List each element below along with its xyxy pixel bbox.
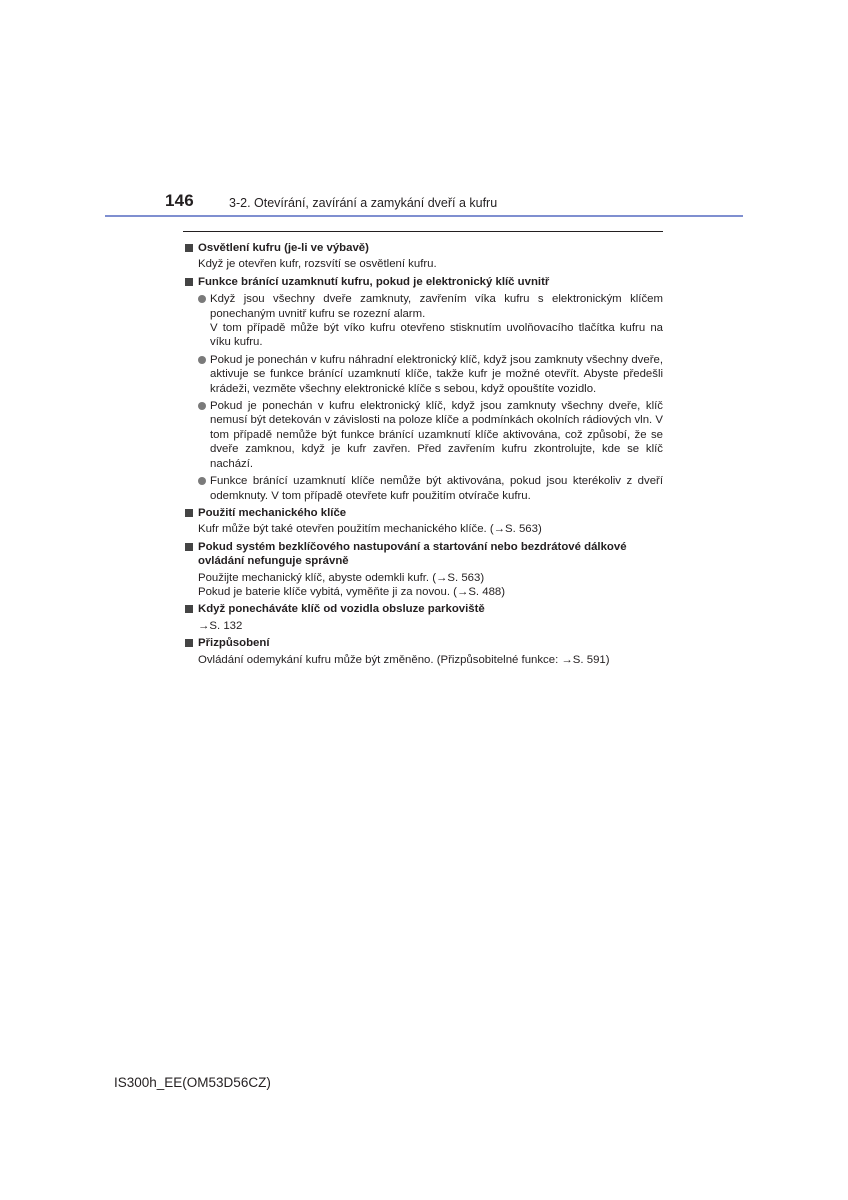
content	[185, 238, 663, 667]
heading-text: Přizpůsobení	[198, 637, 270, 650]
bullet-text: Pokud je ponechán v kufru elektronický klíč, když jsou zamknuty všechny dveře, klíč nemusí být detekován v závislosti na poloze klíče a podmínkách okolních rádiových vln. V tom případě nemůže být funkce bránící uzamknutí klíče aktivována, což způsobí, že se dveře zamknou, když je kufr zavřen. Před zavřením kufru zkontrolujte, kde se klíč nachází.	[210, 400, 663, 470]
section-title: 3-2. Otevírání, zavírání a zamykání dveří a kufru	[229, 196, 498, 210]
section-heading	[185, 540, 663, 569]
bullet-text: Když jsou všechny dveře zamknuty, zavřením víka kufru s elektronickým klíčem ponechaným uvnitř kufru se rozezní alarm.	[210, 293, 663, 320]
square-bullet-icon	[185, 543, 193, 551]
bullet-item	[185, 292, 663, 350]
section-text	[185, 571, 663, 600]
circle-bullet-icon	[198, 402, 206, 410]
bullet-item	[185, 474, 663, 503]
page-number: 146	[165, 191, 194, 210]
square-bullet-icon	[185, 278, 193, 286]
content-top-rule	[183, 231, 663, 232]
section-heading	[185, 506, 663, 520]
square-bullet-icon	[185, 605, 193, 613]
heading-text: Funkce bránící uzamknutí kufru, pokud je elektronický klíč uvnitř	[198, 275, 550, 288]
section-heading	[185, 636, 663, 650]
section-text: Kufr může být také otevřen použitím mechanického klíče. (→S. 563)	[198, 523, 542, 536]
section-heading	[185, 241, 663, 255]
section-text: Když je otevřen kufr, rozsvítí se osvětlení kufru.	[198, 258, 437, 271]
text-line: Použijte mechanický klíč, abyste odemkli kufr. (→S. 563)	[198, 571, 485, 584]
text-line: Pokud je baterie klíče vybitá, vyměňte ji za novou. (→S. 488)	[198, 585, 506, 598]
square-bullet-icon	[185, 509, 193, 517]
page-reference: →S. 132	[198, 619, 243, 632]
bullet-text: Funkce bránící uzamknutí klíče nemůže být aktivována, pokud jsou kterékoliv z dveří odemknuty. V tom případě otevřete kufr použitím otvírače kufru.	[210, 475, 663, 502]
heading-text: Pokud systém bezklíčového nastupování a startování nebo bezdrátové dálkové ovládání nefunguje správně	[198, 540, 627, 568]
square-bullet-icon	[185, 639, 193, 647]
heading-text: Když ponecháváte klíč od vozidla obsluze parkoviště	[198, 603, 485, 616]
bullet-text: Pokud je ponechán v kufru náhradní elektronický klíč, když jsou zamknuty všechny dveře, aktivuje se funkce bránící uzamknutí klíče, takže kufr je možné otevřít. Abyste předešli krádeži, vezměte všechny elektronické klíče s sebou, když opouštíte vozidlo.	[210, 353, 663, 395]
circle-bullet-icon	[198, 295, 206, 303]
section-heading	[185, 275, 663, 289]
footer-model-code: IS300h_EE(OM53D56CZ)	[114, 1075, 271, 1090]
section-text: Ovládání odemykání kufru může být změněno. (Přizpůsobitelné funkce: →S. 591)	[198, 653, 610, 666]
circle-bullet-icon	[198, 477, 206, 485]
heading-text: Osvětlení kufru (je-li ve výbavě)	[198, 242, 369, 254]
heading-text: Použití mechanického klíče	[198, 506, 347, 519]
bullet-item	[185, 399, 663, 471]
square-bullet-icon	[185, 244, 193, 252]
bullet-item	[185, 353, 663, 396]
section-heading	[185, 602, 663, 616]
circle-bullet-icon	[198, 356, 206, 364]
header-rule	[105, 215, 743, 217]
bullet-text: V tom případě může být víko kufru otevřeno stisknutím uvolňovacího tlačítka kufru na víku kufru.	[210, 322, 663, 349]
